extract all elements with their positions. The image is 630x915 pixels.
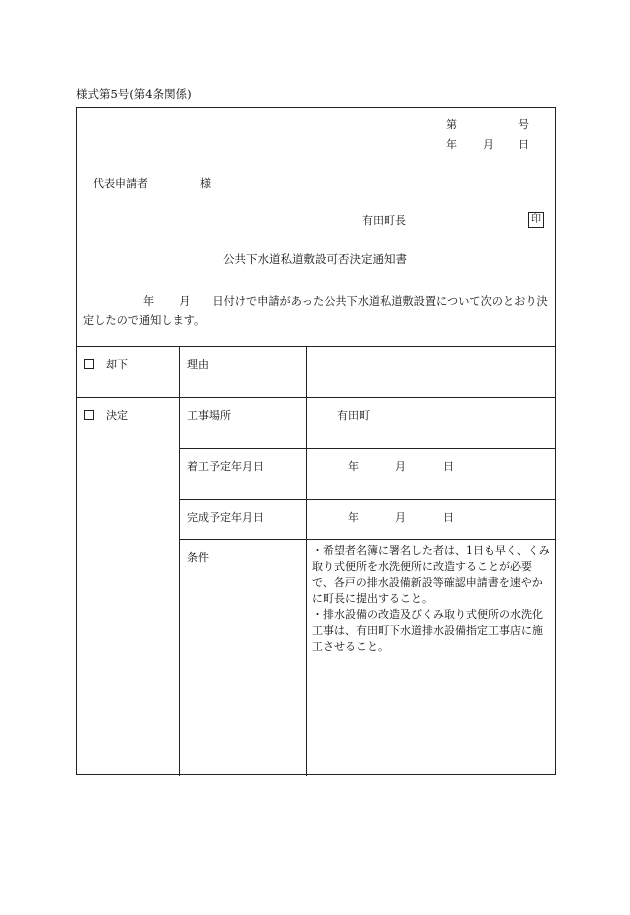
site-label: 工事場所 — [187, 409, 231, 422]
rejection-option[interactable] — [84, 356, 128, 372]
decision-checkbox[interactable] — [84, 410, 94, 420]
applicant-label: 代表申請者 — [93, 177, 148, 190]
rejection-checkbox[interactable] — [84, 359, 94, 369]
complete-month-label: 月 — [395, 511, 406, 524]
complete-date-label: 完成予定年月日 — [187, 511, 264, 524]
document-number-suffix: 号 — [518, 118, 529, 131]
condition-item: ・希望者名簿に署名した者は、1日も早く、くみ取り式便所を水洗便所に改造することが必要で、各戸の排水設備新設等確認申請書を速やかに町長に提出すること。 — [312, 544, 550, 605]
issue-month-label: 月 — [483, 138, 494, 151]
notice-year-label: 年 — [143, 295, 155, 308]
notice-body — [83, 292, 553, 330]
row-divider-rejection — [77, 397, 555, 398]
conditions-label: 条件 — [187, 551, 209, 564]
row-divider-complete — [179, 539, 555, 540]
document-title: 公共下水道私道敷設可否決定通知書 — [223, 252, 407, 266]
seal-mark: 印 — [528, 212, 544, 228]
decision-option[interactable] — [84, 407, 128, 423]
notice-header — [77, 108, 555, 347]
form-number: 様式第5号(第4条関係) — [76, 87, 192, 101]
start-day-label: 日 — [443, 460, 454, 473]
document-number-prefix: 第 — [446, 118, 457, 131]
notice-text: 日付けで申請があった公共下水道私道敷設置について次のとおり決定したので通知します。 — [83, 295, 548, 327]
decision-label: 決定 — [106, 409, 128, 422]
complete-date-value — [348, 509, 454, 525]
notice-form — [76, 107, 556, 775]
column-divider-2 — [306, 346, 307, 776]
condition-item: ・排水設備の改造及びくみ取り式便所の水洗化工事は、有田町下水道排水設備指定工事店に施工させること。 — [312, 608, 543, 653]
row-divider-start — [179, 499, 555, 500]
issuer-name: 有田町長 — [362, 214, 406, 227]
rejection-label: 却下 — [106, 358, 128, 371]
site-value: 有田町 — [337, 409, 370, 422]
complete-year-label: 年 — [348, 511, 359, 524]
column-divider-1 — [179, 346, 180, 776]
start-year-label: 年 — [348, 460, 359, 473]
issue-day-label: 日 — [518, 138, 529, 151]
complete-day-label: 日 — [443, 511, 454, 524]
reason-label: 理由 — [187, 358, 209, 371]
row-divider-site — [179, 448, 555, 449]
notice-month-label: 月 — [179, 295, 191, 308]
start-date-value — [348, 458, 454, 474]
issue-year-label: 年 — [446, 138, 457, 151]
conditions-text — [312, 543, 552, 655]
start-date-label: 着工予定年月日 — [187, 460, 264, 473]
start-month-label: 月 — [395, 460, 406, 473]
honorific: 様 — [200, 177, 211, 190]
